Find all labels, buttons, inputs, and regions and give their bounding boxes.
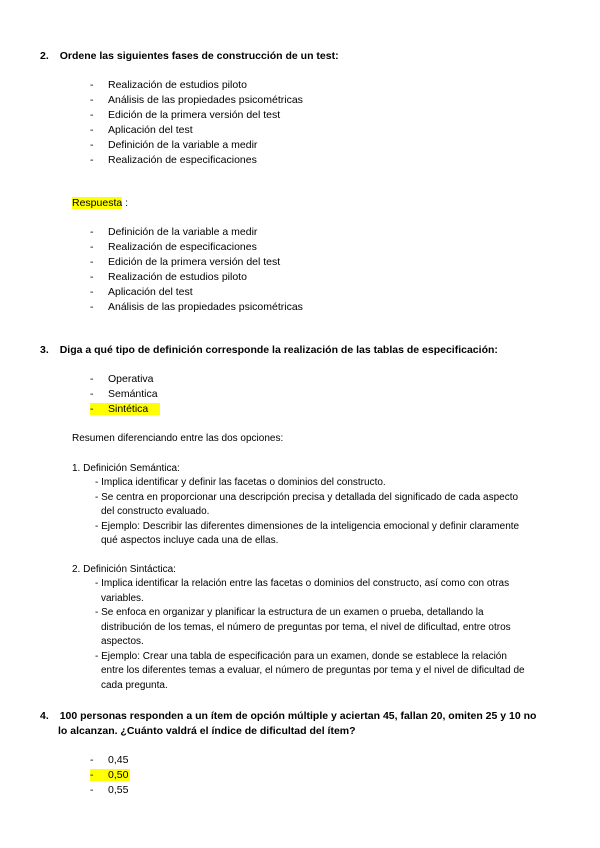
question-4 [40,710,536,722]
bullet-text: del constructo evaluado. [101,506,210,517]
question-number: 3. [40,344,49,356]
bullet-text: - Ejemplo: Describir las diferentes dimensiones de la inteligencia emocional y definir claramente [95,521,520,532]
summary-text: Resumen diferenciando entre las dos opciones: [72,433,284,444]
question-number: 4. [40,710,49,722]
bullet-text: distribución de los temas, el número de preguntas por tema, el nivel de dificultad, entre otros [101,622,511,633]
answer-label: Respuesta : [72,197,129,209]
question-2 [40,50,339,62]
syntactic-title: 2. Definición Sintáctica: [72,564,176,575]
question-text-cont: lo alcanzan. ¿Cuánto valdrá el índice de dificultad del ítem? [58,725,356,737]
bullet-text: - Implica identificar y definir las facetas o dominios del constructo. [95,477,386,488]
question-text: 100 personas responden a un ítem de opción múltiple y aciertan 45, fallan 20, omiten 25 y 10 no [59,710,537,722]
page: 2. Ordene las siguientes fases de construcción de un test: - Realización de estudios piloto - Análisis de las propiedades psicométricas - Edición de la primera versión del test - Aplicación del test - Definición de la variable a medir - Realización de especificaciones Respuesta : - Definición de la variable a medir - Realización de especificaciones - Edición de la primera versión del test - Realización de estudios piloto - Aplicación del test - Análisis de las propiedades psicométricas 3. Diga a qué tipo de definición corresponde la realización de las tablas de especificación: - Operativa - Semántica - Sintética Resumen diferenciando entre las dos opciones: 1. Definición Semántica: - Implica identificar y definir las facetas o dominios del constructo. - Se centra en proporcionar una descripción precisa y detallada del significado de cada aspecto del constructo evaluado. - Ejemplo: Describir las diferentes dimensiones de la inteligencia emocional y definir claramente qué aspectos incluye cada una de ellas. 2. Definición Sintáctica: - Implica identificar la relación entre las facetas o dominios del constructo, así como con otras variables. - Se enfoca en organizar y planificar la estructura de un examen o prueba, detallando la distribución de los temas, el número de preguntas por tema, el nivel de dificultad, entre otros aspectos. - Ejemplo: Crear una tabla de especificación para un examen, donde se establece la relación entre los diferentes temas a evaluar, el número de preguntas por tema y el nivel de dificultad de cada pregunta. 4. 100 personas responden a un ítem de opción múltiple y aciertan 45, fallan 20, omiten 25 y 10 no lo alcanzan. ¿Cuánto valdrá el índice de dificultad del ítem? - 0,45 - 0,50 - 0,55 [40,50,537,796]
bullet-text: variables. [101,593,144,604]
question-text: Ordene las siguientes fases de construcción de un test: [59,50,339,62]
question-text: Diga a qué tipo de definición corresponde la realización de las tablas de especificación: [59,344,498,356]
bullet-text: entre los diferentes temas a evaluar, el número de preguntas por tema y el nivel de dificultad de [101,665,525,676]
bullet-text: - Ejemplo: Crear una tabla de especificación para un examen, donde se establece la relación [95,651,507,662]
bullet-text: - Se centra en proporcionar una descripción precisa y detallada del significado de cada aspecto [95,492,519,503]
bullet-text: aspectos. [101,636,144,647]
bullet-text: qué aspectos incluye cada una de ellas. [101,535,279,546]
semantic-title: 1. Definición Semántica: [72,463,180,474]
question-3 [40,344,498,356]
bullet-text: - Implica identificar la relación entre las facetas o dominios del constructo, así como con otras [95,578,510,589]
bullet-text: - Se enfoca en organizar y planificar la estructura de un examen o prueba, detallando la [95,607,484,618]
question-number: 2. [40,50,49,62]
bullet-text: cada pregunta. [101,680,168,691]
